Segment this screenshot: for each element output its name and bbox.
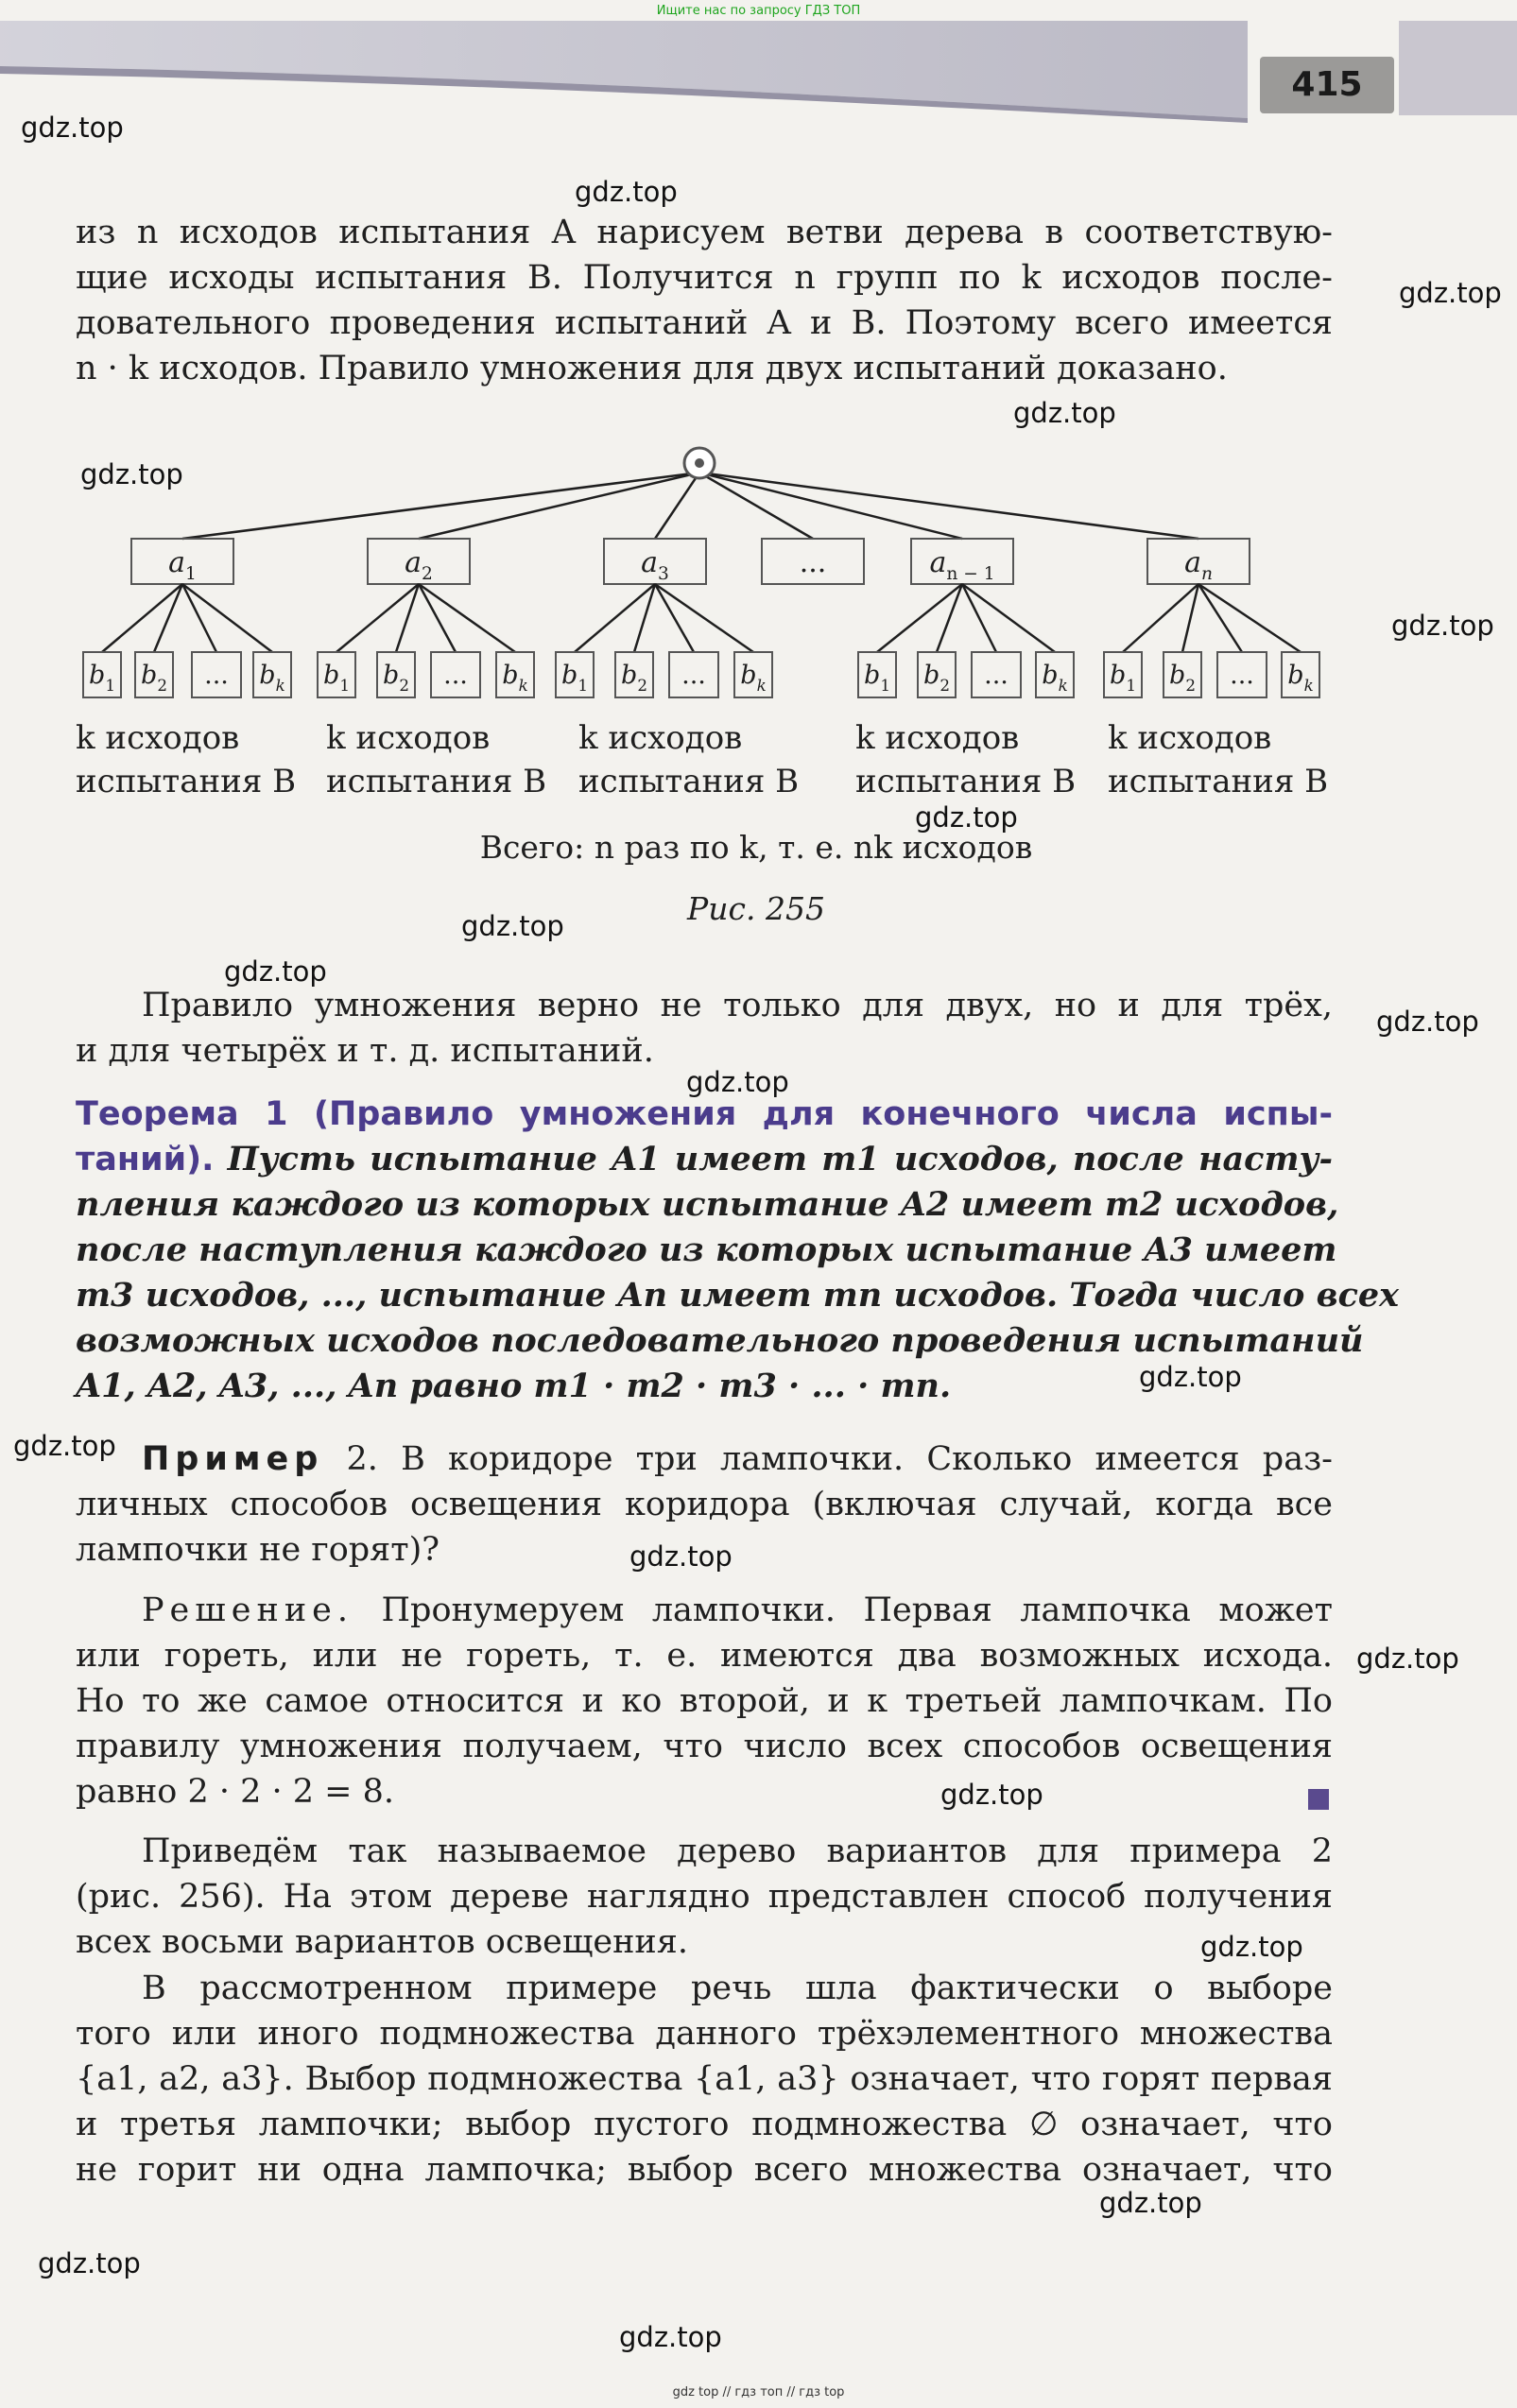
branch-line [419,584,456,652]
branch-line [102,584,182,652]
page-number: 415 [1260,57,1394,113]
node-b-label: $b_1$ [561,661,588,695]
figure-caption: Рис. 255 [687,890,825,927]
branch-line [655,584,694,652]
watermark: gdz.top [13,1430,116,1462]
group-label-line2: испытания B [578,763,800,800]
group-label-line1: k исходов [326,719,491,757]
branch-line [1182,584,1198,652]
watermark: gdz.top [1376,1006,1479,1038]
top-note: Ищите нас по запросу ГДЗ ТОП [656,4,861,18]
node-a-label: $a_2$ [405,546,433,584]
tree-diagram [0,0,1517,907]
watermark: gdz.top [461,910,564,942]
watermark: gdz.top [38,2247,141,2279]
node-b-label: ... [1230,661,1254,690]
example-number: 2. [346,1440,378,1478]
node-a-label: $a_n$ [1184,546,1213,584]
watermark: gdz.top [80,458,183,490]
theorem-title: Теорема 1 (Правило умножения для конечного числа испы- [76,1095,1333,1133]
watermark: gdz.top [575,176,678,208]
text-line: Правило умножения верно не только для двух, но и для трёх, [142,987,1333,1024]
solution-text: равно 2 · 2 · 2 = 8. [76,1773,395,1811]
watermark: gdz.top [224,955,327,988]
solution-text: Но то же самое относится и ко второй, и к третьей лампочкам. По [76,1682,1333,1720]
branch-line [1198,584,1242,652]
text-line: из n исходов испытания A нарисуем ветви дерева в соответствую- [76,214,1333,251]
node-b-label: $b_1$ [323,661,350,695]
text-line: Приведём так называемое дерево вариантов для примера 2 [142,1832,1333,1870]
solution-line [76,1588,1333,1633]
watermark: gdz.top [1099,2187,1202,2219]
theorem-line [76,1137,1333,1182]
paragraph-3 [76,1829,1333,1965]
branch-line [962,584,996,652]
solution-text: правилу умножения получаем, что число всех способов освещения [76,1728,1333,1765]
branch-line [182,473,699,539]
branch-line [182,584,216,652]
example-label: Пример [142,1440,324,1478]
watermark: gdz.top [21,112,124,144]
text-line: щие исходы испытания B. Получится n групп по k исходов после- [76,259,1333,297]
node-b-label: $b_k$ [259,661,285,695]
node-b-label: ... [204,661,229,690]
watermark: gdz.top [1013,397,1116,429]
solution-text: или гореть, или не гореть, т. е. имеются два возможных исхода. [76,1637,1333,1675]
node-b-label: $b_2$ [1169,661,1196,695]
text-line: В рассмотренном примере речь шла фактически о выборе [142,1969,1333,2007]
node-b-label: $b_2$ [141,661,167,695]
theorem-title-end: таний). [76,1141,215,1178]
node-b-label: $b_1$ [89,661,115,695]
watermark: gdz.top [629,1540,733,1573]
solution [76,1588,1333,1815]
theorem-text: A1, A2, A3, ..., An равно m1 · m2 · m3 · ... · mn. [76,1367,952,1405]
example-text: лампочки не горят)? [76,1531,440,1569]
branch-line [699,473,813,539]
branch-line [575,584,655,652]
node-b-label: $b_2$ [923,661,950,695]
node-b-label: $b_1$ [864,661,890,695]
text-line: довательного проведения испытаний A и B. Поэтому всего имеется [76,304,1333,342]
end-of-solution-mark [1308,1789,1329,1810]
text-line: {a1, a2, a3}. Выбор подмножества {a1, a3} означает, что горят первая [76,2060,1333,2098]
branch-line [1198,584,1301,652]
branch-line [699,473,1198,539]
text-line: и третья лампочки; выбор пустого подмножества ∅ означает, что [76,2106,1333,2143]
watermark: gdz.top [940,1779,1043,1811]
node-a-label: $a_3$ [641,546,669,584]
node-b-label: $b_1$ [1110,661,1136,695]
watermark: gdz.top [1399,277,1502,309]
theorem-text: возможных исходов последовательного проведения испытаний [76,1321,1364,1360]
theorem-text: пления каждого из которых испытание A2 имеет m2 исходов, [76,1185,1339,1224]
root-node-center [695,458,704,468]
node-b-label: ... [984,661,1008,690]
group-label-line1: k исходов [578,719,743,757]
text-line: не горит ни одна лампочка; выбор всего множества означает, что [76,2151,1333,2189]
example-text: В коридоре три лампочки. Сколько имеется раз- [401,1440,1333,1478]
branch-line [419,473,699,539]
node-b-label: $b_2$ [383,661,409,695]
theorem-text: m3 исходов, ..., испытание An имеет mn исходов. Тогда число всех [76,1276,1400,1315]
group-label-line2: испытания B [1108,763,1329,800]
node-b-label: $b_k$ [740,661,767,695]
branch-line [699,473,962,539]
node-a-label: $a_{n - 1}$ [929,546,995,584]
paragraph-4 [76,1966,1333,2193]
branch-line [1123,584,1198,652]
branch-line [419,584,515,652]
theorem-text: Пусть испытание A1 имеет m1 исходов, после насту- [227,1140,1333,1178]
branch-line [962,584,1055,652]
group-label-line1: k исходов [1108,719,1272,757]
watermark: gdz.top [686,1066,789,1098]
group-label-line2: испытания B [855,763,1077,800]
node-b-label: $b_k$ [1042,661,1068,695]
text-line: (рис. 256). На этом дереве наглядно представлен способ получения [76,1878,1333,1916]
text-line: того или иного подмножества данного трёхэлементного множества [76,2015,1333,2053]
node-a-label: $a_1$ [168,546,197,584]
group-label-line1: k исходов [855,719,1020,757]
watermark: gdz.top [1139,1361,1242,1393]
text-line: n · k исходов. Правило умножения для двух испытаний доказано. [76,350,1228,387]
branch-line [182,584,272,652]
group-label-line1: k исходов [76,719,240,757]
text-line: и для четырёх и т. д. испытаний. [76,1032,654,1070]
solution-label: Решение. [142,1591,354,1629]
example-text: личных способов освещения коридора (включая случай, когда все [76,1486,1333,1523]
node-b-label: $b_k$ [1287,661,1314,695]
watermark: gdz.top [619,2321,722,2353]
watermark: gdz.top [1200,1931,1303,1963]
example-line [76,1436,1333,1482]
branch-line [655,584,753,652]
group-label-line2: испытания B [326,763,547,800]
group-label-line2: испытания B [76,763,297,800]
node-b-label: $b_2$ [621,661,647,695]
node-b-label: ... [681,661,706,690]
paragraph-2 [76,983,1333,1074]
figure-total: Всего: n раз по k, т. е. nk исходов [479,829,1033,866]
node-a-label: ... [799,546,827,579]
branch-line [154,584,182,652]
watermark: gdz.top [915,801,1018,834]
solution-text: Пронумеруем лампочки. Первая лампочка может [381,1591,1333,1629]
node-b-label: ... [443,661,468,690]
theorem-text: после наступления каждого из которых испытание A3 имеет [76,1230,1337,1269]
text-line: всех восьми вариантов освещения. [76,1923,688,1961]
node-b-label: $b_k$ [502,661,528,695]
bottom-note: gdz top // гдз топ // гдз top [672,2385,845,2399]
watermark: gdz.top [1356,1643,1459,1675]
watermark: gdz.top [1391,610,1494,642]
